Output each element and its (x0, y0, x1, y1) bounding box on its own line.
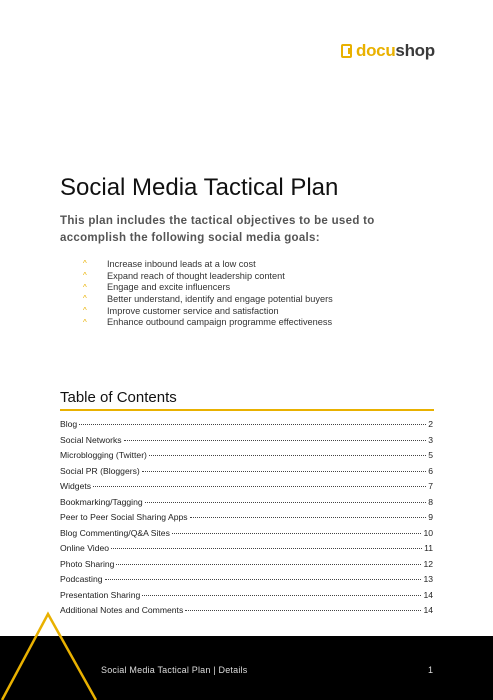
toc-entry-label: Microblogging (Twitter) (60, 450, 147, 460)
toc-entry-page: 11 (424, 543, 433, 553)
toc-entry-page: 5 (428, 450, 433, 460)
toc-entry-page: 14 (423, 605, 433, 615)
document-logo-icon (341, 44, 352, 58)
dot-leader (145, 502, 427, 503)
dot-leader (116, 564, 421, 565)
brand-docu: docu (356, 41, 396, 60)
dot-leader (79, 424, 426, 425)
toc-entry-label: Blog (60, 419, 78, 429)
caret-bullet-icon: ^ (83, 282, 87, 292)
footer-title: Social Media Tactical Plan | Details (101, 665, 248, 675)
toc-entry-microblogging[interactable] (60, 450, 433, 466)
toc-entry-page: 9 (428, 512, 433, 522)
dot-leader (142, 595, 421, 596)
page-number: 1 (428, 665, 434, 675)
toc-entry-page: 12 (423, 558, 433, 569)
toc-entry-label: Social Networks (60, 434, 122, 445)
toc-entry-label: Photo Sharing (60, 558, 115, 569)
triangle-decoration-icon (0, 600, 120, 700)
intro-paragraph: This plan includes the tactical objectives to be used to accomplish the following social media goals: (60, 215, 375, 244)
toc-entry-label: Additional Notes and Comments (60, 605, 184, 615)
page-title: Social Media Tactical Plan (60, 174, 339, 201)
dot-leader (190, 517, 427, 518)
toc-entry-page: 6 (428, 465, 433, 476)
goal-item (83, 316, 333, 328)
toc-entry-label: Bookmarking/Tagging (60, 496, 143, 507)
dot-leader (142, 471, 426, 472)
toc-entry-label: Blog Commenting/Q&A Sites (60, 527, 170, 538)
dot-leader (93, 486, 426, 487)
goal-text: Enhance outbound campaign programme effectiveness (107, 317, 333, 328)
toc-entry-online-video[interactable] (60, 543, 433, 559)
toc-entry-page: 3 (428, 434, 433, 445)
dot-leader (111, 548, 422, 549)
toc-heading: Table of Contents (60, 389, 177, 406)
goals-list (83, 258, 333, 328)
goal-text: Engage and excite influencers (107, 282, 231, 293)
caret-bullet-icon: ^ (83, 306, 87, 316)
dot-leader (124, 440, 427, 441)
toc-entry-page: 7 (428, 481, 433, 491)
goal-item (83, 305, 333, 317)
toc-entry-social-networks[interactable] (60, 435, 433, 451)
brand-logo (341, 42, 435, 59)
brand-shop: shop (395, 41, 435, 60)
toc-entry-blog-commenting[interactable] (60, 528, 433, 544)
toc-entry-peer-sharing[interactable] (60, 512, 433, 528)
toc-divider (60, 409, 434, 411)
toc-entry-label: Social PR (Bloggers) (60, 465, 140, 476)
goal-text: Better understand, identify and engage potential buyers (107, 293, 333, 304)
toc-entry-label: Presentation Sharing (60, 589, 141, 600)
toc-entry-social-pr[interactable] (60, 466, 433, 482)
toc-entry-label: Podcasting (60, 574, 103, 584)
toc-entry-label: Widgets (60, 481, 92, 491)
caret-bullet-icon: ^ (83, 317, 87, 327)
caret-bullet-icon: ^ (83, 259, 87, 269)
toc-entry-photo-sharing[interactable] (60, 559, 433, 575)
brand-wordmark (356, 42, 435, 59)
toc-entry-page: 2 (428, 419, 433, 429)
toc-entry-page: 10 (423, 527, 433, 538)
dot-leader (172, 533, 422, 534)
caret-bullet-icon: ^ (83, 271, 87, 281)
toc-entry-page: 14 (423, 589, 433, 600)
goal-text: Increase inbound leads at a low cost (107, 258, 256, 269)
dot-leader (185, 610, 421, 611)
dot-leader (105, 579, 422, 580)
table-of-contents (60, 419, 433, 621)
goal-item (83, 281, 333, 293)
caret-bullet-icon: ^ (83, 294, 87, 304)
goal-item (83, 270, 333, 282)
toc-entry-blog[interactable] (60, 419, 433, 435)
toc-entry-podcasting[interactable] (60, 574, 433, 590)
toc-entry-label: Online Video (60, 543, 110, 553)
goal-text: Expand reach of thought leadership content (107, 270, 285, 281)
toc-entry-page: 8 (428, 496, 433, 507)
toc-entry-widgets[interactable] (60, 481, 433, 497)
toc-entry-label: Peer to Peer Social Sharing Apps (60, 512, 188, 522)
goal-item (83, 293, 333, 305)
toc-entry-bookmarking[interactable] (60, 497, 433, 513)
toc-entry-page: 13 (423, 574, 433, 584)
goal-item (83, 258, 333, 270)
goal-text: Improve customer service and satisfaction (107, 305, 279, 316)
dot-leader (149, 455, 426, 456)
